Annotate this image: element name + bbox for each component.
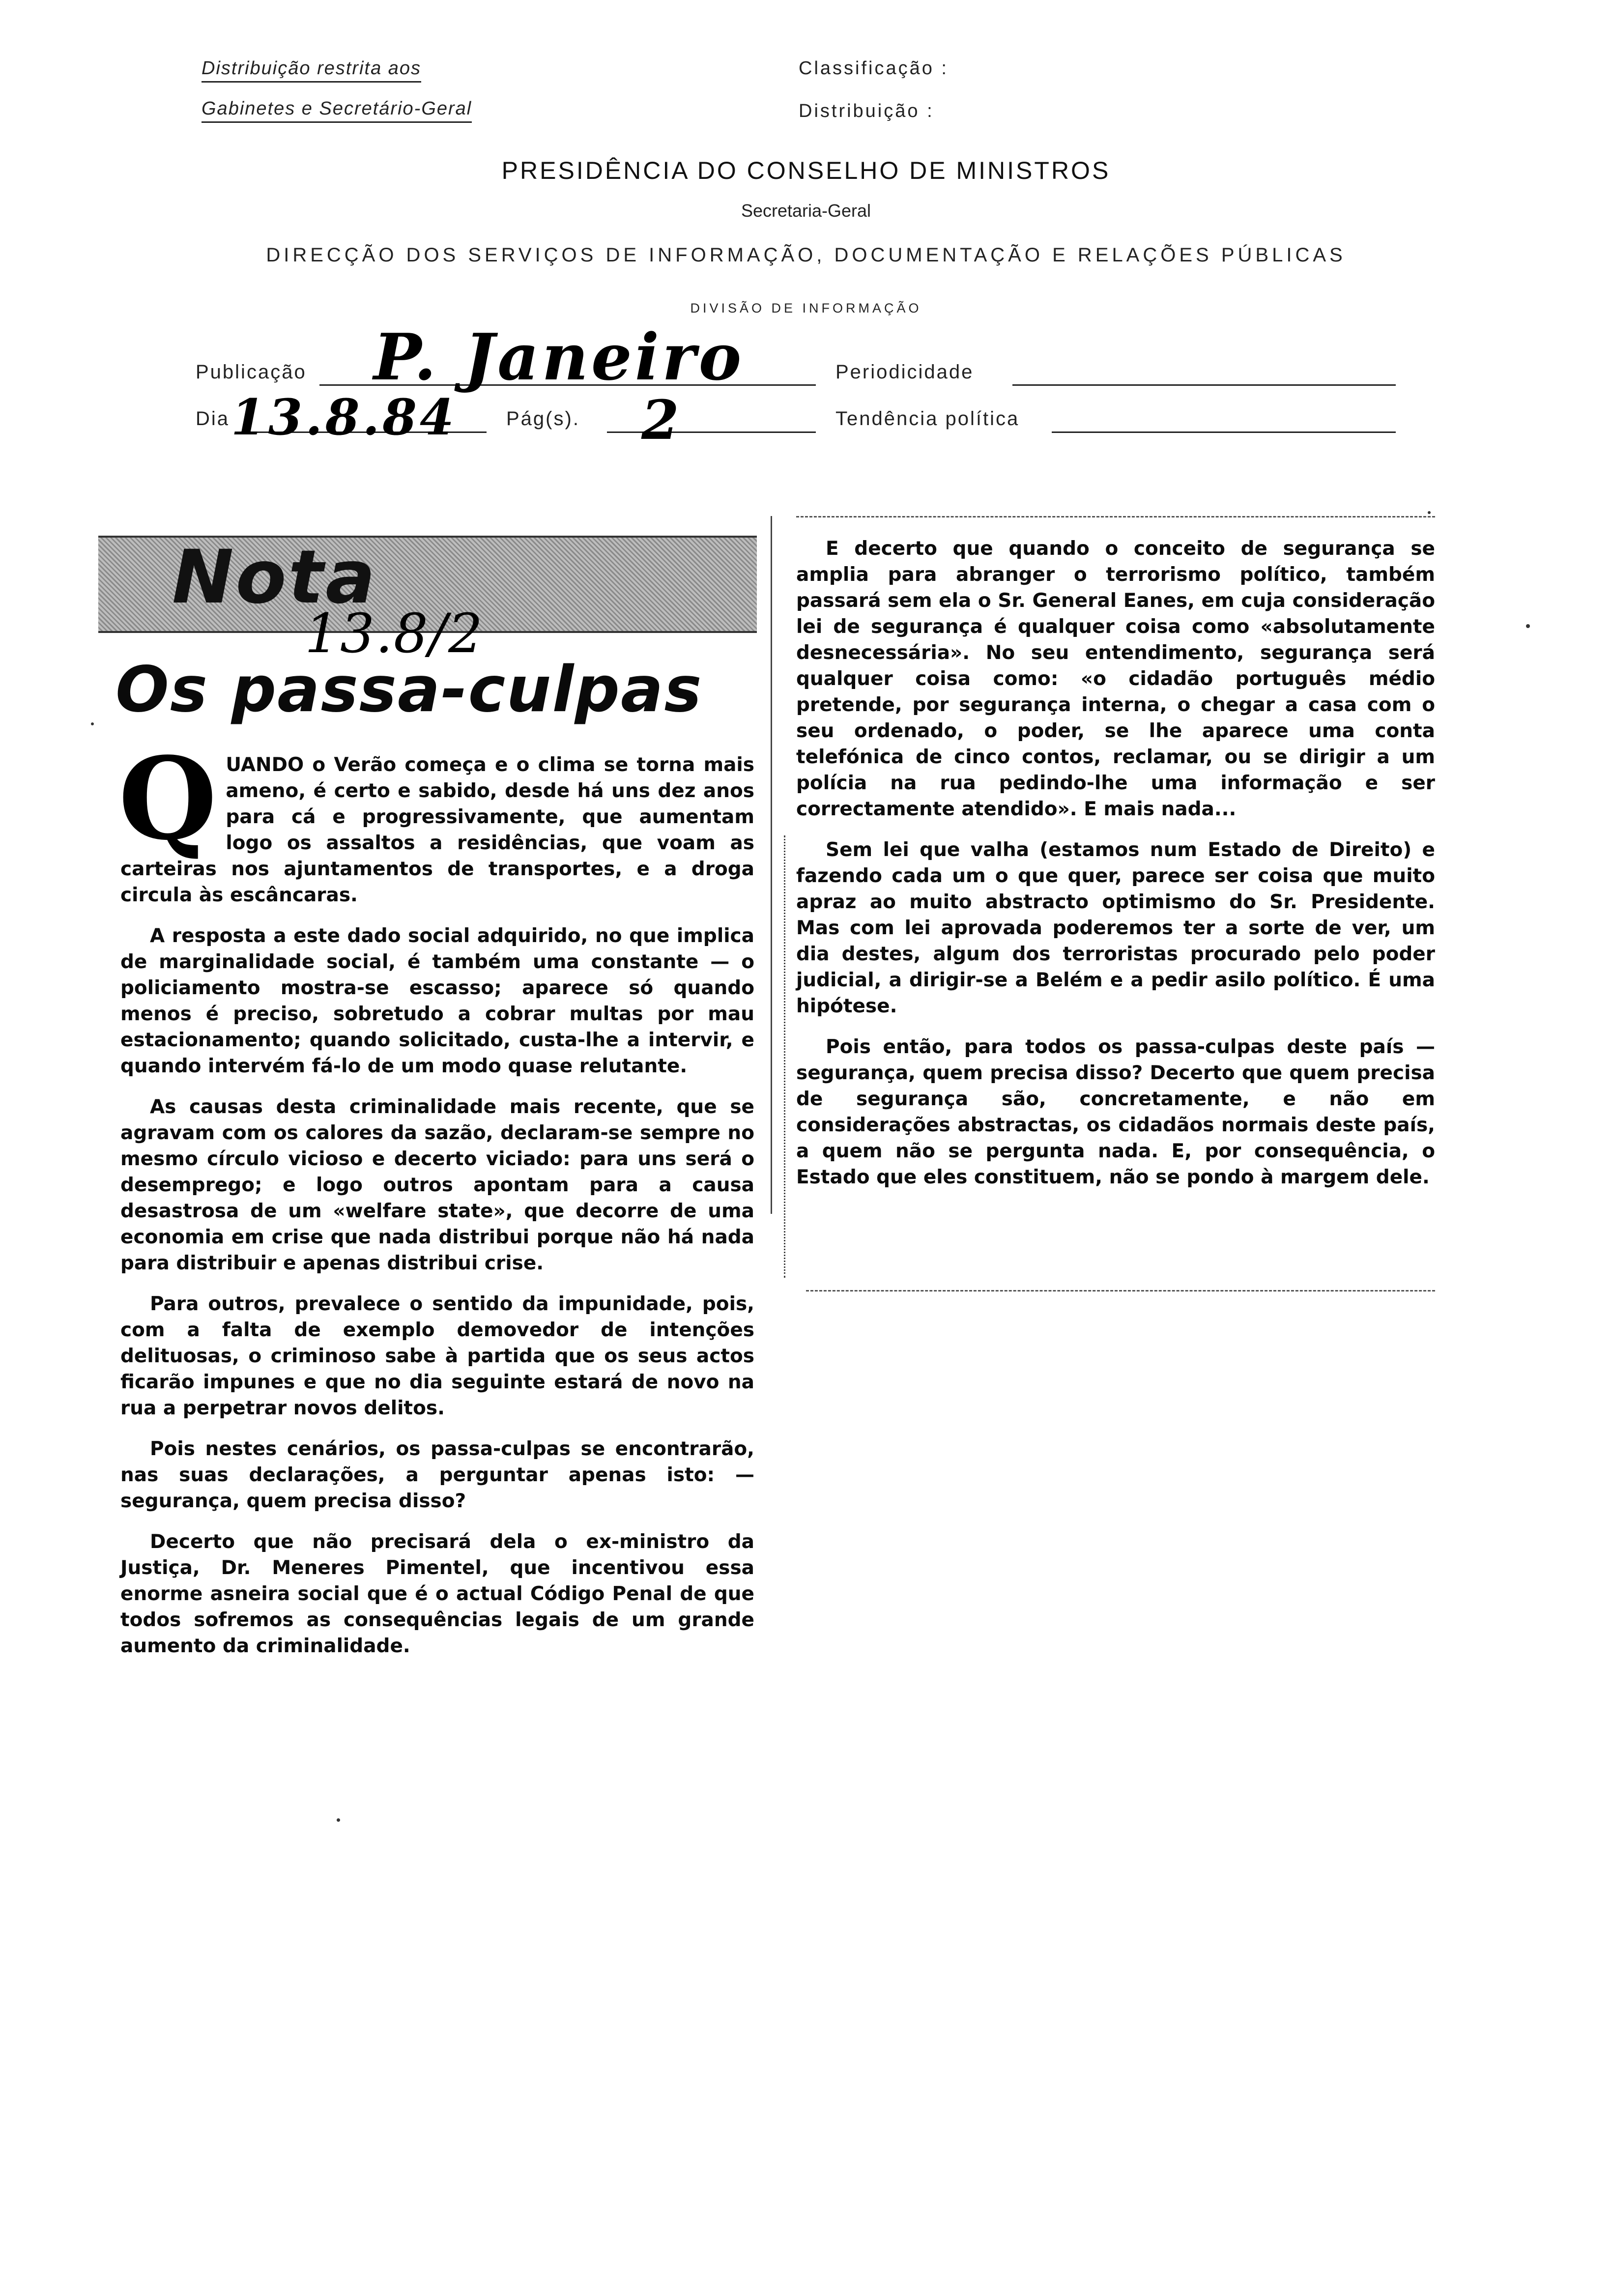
column-divider bbox=[771, 516, 772, 1214]
pages-field-line bbox=[607, 431, 816, 433]
periodicity-label: Periodicidade bbox=[835, 361, 974, 383]
directorate-line: DIRECÇÃO DOS SERVIÇOS DE INFORMAÇÃO, DOCUMENTAÇÃO E RELAÇÕES PÚBLICAS bbox=[266, 244, 1346, 266]
article-headline: Os passa-culpas bbox=[115, 653, 703, 726]
day-label: Dia bbox=[196, 408, 230, 430]
secretariat-subtitle: Secretaria-Geral bbox=[741, 201, 871, 221]
photocopy-speck bbox=[1526, 624, 1530, 628]
pages-handwritten-value: 2 bbox=[641, 388, 682, 452]
column-divider-fragment bbox=[784, 835, 785, 1278]
distribution-restricted-line1: Distribuição restrita aos bbox=[202, 58, 421, 83]
paragraph: Pois então, para todos os passa-culpas deste país — segurança, quem precisa disso? Decerto que quem precisa de segurança são, concretamente, e não em considerações abstractas, os cidadãos normais deste país, a quem não se pergunta nada. E, por consequência, o Estado que eles constituem, não se pondo à margem dele. bbox=[796, 1036, 1435, 1188]
publication-handwritten-value: P. Janeiro bbox=[374, 319, 745, 395]
distribution-restricted-line2: Gabinetes e Secretário-Geral bbox=[202, 98, 472, 123]
political-tendency-field-line bbox=[1052, 431, 1396, 433]
paragraph: Pois nestes cenários, os passa-culpas se encontrarão, nas suas declarações, a perguntar apenas isto: — segurança, quem precisa disso? bbox=[120, 1438, 754, 1512]
paragraph: Decerto que não precisará dela o ex-ministro da Justiça, Dr. Meneres Pimentel, que incentivou essa enorme asneira social que é o actual Código Penal de que todos sofremos as consequências legais de um grande aumento da criminalidade. bbox=[120, 1531, 754, 1657]
paragraph: A resposta a este dado social adquirido, no que implica de marginalidade social, é também uma constante — o policiamento mostra-se escasso; aparece só quando menos é preciso, sobretudo a cobrar multas por mau estacionamento; quando solicitado, custa-lhe a intervir, e quando intervém fá-lo de um modo quase relutante. bbox=[120, 925, 754, 1077]
photocopy-speck bbox=[1428, 511, 1431, 514]
classification-label: Classificação : bbox=[799, 58, 949, 79]
paragraph: As causas desta criminalidade mais recente, que se agravam com os calores da sazão, declaram-se sempre no mesmo círculo vicioso e decerto viciado: para uns será o desemprego; e logo outros apontam para a causa desastrosa de um «welfare state», que decorre de uma economia em crise que nada distribui porque não há nada para distribuir e apenas distribui crise. bbox=[120, 1096, 754, 1274]
article-right-column bbox=[796, 536, 1435, 1205]
institution-title: PRESIDÊNCIA DO CONSELHO DE MINISTROS bbox=[501, 157, 1111, 184]
pages-label: Pág(s). bbox=[506, 408, 580, 430]
paragraph: Sem lei que valha (estamos num Estado de Direito) e fazendo cada um o que quer, parece ser coisa que muito apraz ao muito abstracto optimismo do Sr. Presidente. Mas com lei aprovada poderemos ter a sorte de ver, um dia destes, algum dos terroristas procurado pelo poder judicial, a dirigir-se a Belém e a pedir asilo político. É uma hipótese. bbox=[796, 839, 1435, 1017]
political-tendency-label: Tendência política bbox=[835, 408, 1020, 430]
paragraph: QUANDO o Verão começa e o clima se torna mais ameno, é certo e sabido, desde há uns dez anos para cá e progressivamente, que aumentam logo os assaltos a residências, que voam as carteiras nos ajuntamentos de transportes, e a droga circula às escâncaras. bbox=[118, 733, 754, 906]
right-clipping-bottom-edge bbox=[806, 1290, 1435, 1292]
right-clipping-top-edge bbox=[796, 516, 1435, 517]
division-line: DIVISÃO DE INFORMAÇÃO bbox=[690, 301, 922, 316]
photocopy-speck bbox=[91, 722, 94, 725]
publication-label: Publicação bbox=[196, 361, 307, 383]
distribution-label: Distribuição : bbox=[799, 101, 934, 121]
handwritten-reference: 13.8/2 bbox=[305, 602, 484, 665]
photocopy-speck bbox=[337, 1818, 340, 1822]
paragraph: E decerto que quando o conceito de segurança se amplia para abranger o terrorismo político, também passará sem ela o Sr. General Eanes, em cuja consideração lei de segurança é qualquer coisa como «absolutamente desnecessária». No seu entendimento, segurança será qualquer coisa como: «o cidadão português médio pretende, por segurança interna, o chegar a casa com o seu ordenado, o poder, se lhe aparece uma conta telefónica de cinco contos, reclamar, ou se dirigir a um polícia na rua pedindo-lhe uma informação e ser correctamente atendido». E mais nada... bbox=[796, 538, 1435, 820]
periodicity-field-line bbox=[1012, 384, 1396, 386]
day-handwritten-value: 13.8.84 bbox=[231, 388, 457, 446]
paragraph: Para outros, prevalece o sentido da impunidade, pois, com a falta de exemplo demovedor de intenções delituosas, o criminoso sabe à partida que os seus actos ficarão impunes e que no dia seguinte estará de novo na rua a perpetrar novos delitos. bbox=[120, 1293, 754, 1419]
nota-section-label: Nota bbox=[172, 535, 377, 620]
drop-cap: Q bbox=[118, 733, 217, 865]
article-left-column bbox=[118, 733, 754, 1674]
newspaper-clipping-left bbox=[84, 511, 767, 1740]
